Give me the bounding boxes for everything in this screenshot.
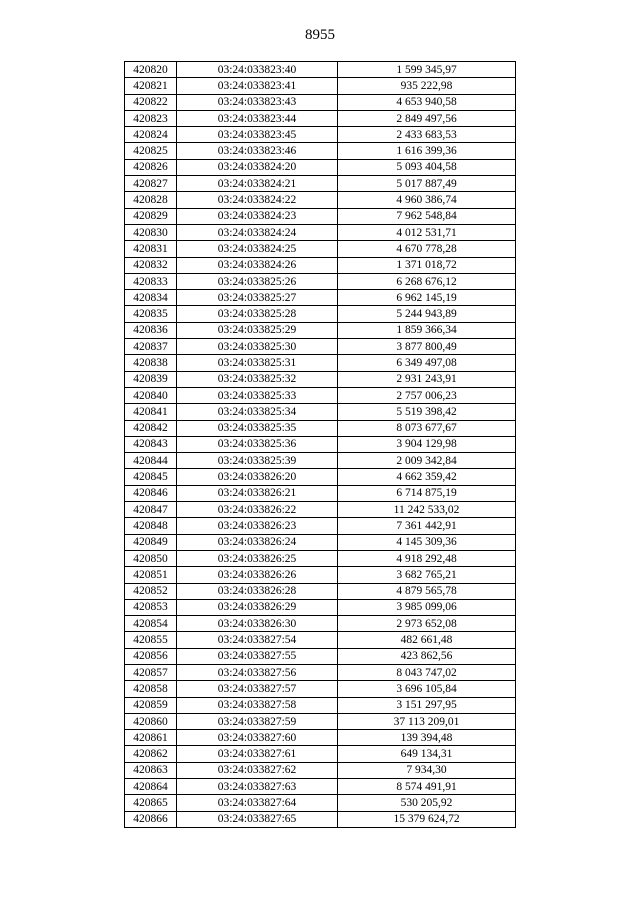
cadastral-value-cell: 3 682 765,21 (338, 567, 516, 583)
row-number-cell: 420821 (125, 78, 177, 94)
row-number-cell: 420859 (125, 697, 177, 713)
cadastral-number-cell: 03:24:033823:44 (177, 110, 338, 126)
cadastral-value-cell: 6 962 145,19 (338, 290, 516, 306)
row-number-cell: 420848 (125, 518, 177, 534)
row-number-cell: 420824 (125, 127, 177, 143)
cadastral-value-cell: 2 973 652,08 (338, 616, 516, 632)
table-row (125, 616, 516, 632)
row-number-cell: 420827 (125, 176, 177, 192)
cadastral-value-cell: 6 714 875,19 (338, 485, 516, 501)
cadastral-number-cell: 03:24:033824:20 (177, 159, 338, 175)
row-number-cell: 420866 (125, 811, 177, 827)
row-number-cell: 420834 (125, 290, 177, 306)
cadastral-number-cell: 03:24:033826:28 (177, 583, 338, 599)
table-row (125, 502, 516, 518)
table-row (125, 62, 516, 78)
row-number-cell: 420841 (125, 404, 177, 420)
table-row (125, 453, 516, 469)
cadastral-value-cell: 1 599 345,97 (338, 62, 516, 78)
table-row (125, 762, 516, 778)
cadastral-number-cell: 03:24:033827:54 (177, 632, 338, 648)
table-row (125, 110, 516, 126)
cadastral-number-cell: 03:24:033827:55 (177, 648, 338, 664)
table-row (125, 241, 516, 257)
table-row (125, 436, 516, 452)
row-number-cell: 420853 (125, 599, 177, 615)
cadastral-value-cell: 11 242 533,02 (338, 502, 516, 518)
cadastral-number-cell: 03:24:033826:29 (177, 599, 338, 615)
row-number-cell: 420832 (125, 257, 177, 273)
table-row (125, 534, 516, 550)
cadastral-number-cell: 03:24:033823:43 (177, 94, 338, 110)
table-row (125, 208, 516, 224)
cadastral-number-cell: 03:24:033827:62 (177, 762, 338, 778)
row-number-cell: 420833 (125, 273, 177, 289)
cadastral-number-cell: 03:24:033827:59 (177, 713, 338, 729)
row-number-cell: 420858 (125, 681, 177, 697)
cadastral-number-cell: 03:24:033825:34 (177, 404, 338, 420)
table-row (125, 632, 516, 648)
cadastral-value-cell: 4 960 386,74 (338, 192, 516, 208)
cadastral-value-cell: 7 361 442,91 (338, 518, 516, 534)
cadastral-number-cell: 03:24:033824:25 (177, 241, 338, 257)
row-number-cell: 420865 (125, 795, 177, 811)
row-number-cell: 420828 (125, 192, 177, 208)
cadastral-number-cell: 03:24:033826:21 (177, 485, 338, 501)
row-number-cell: 420846 (125, 485, 177, 501)
table-row (125, 599, 516, 615)
table-row (125, 469, 516, 485)
cadastral-number-cell: 03:24:033825:26 (177, 273, 338, 289)
cadastral-number-cell: 03:24:033824:24 (177, 224, 338, 240)
row-number-cell: 420850 (125, 550, 177, 566)
cadastral-value-cell: 935 222,98 (338, 78, 516, 94)
cadastral-number-cell: 03:24:033824:22 (177, 192, 338, 208)
cadastral-value-table (124, 61, 516, 828)
cadastral-number-cell: 03:24:033823:40 (177, 62, 338, 78)
cadastral-value-cell: 1 616 399,36 (338, 143, 516, 159)
table-row (125, 387, 516, 403)
cadastral-value-cell: 5 244 943,89 (338, 306, 516, 322)
cadastral-number-cell: 03:24:033825:27 (177, 290, 338, 306)
cadastral-value-cell: 1 371 018,72 (338, 257, 516, 273)
table-row (125, 795, 516, 811)
cadastral-number-cell: 03:24:033827:61 (177, 746, 338, 762)
cadastral-value-cell: 2 433 683,53 (338, 127, 516, 143)
row-number-cell: 420855 (125, 632, 177, 648)
cadastral-number-cell: 03:24:033825:29 (177, 322, 338, 338)
row-number-cell: 420836 (125, 322, 177, 338)
table-row (125, 355, 516, 371)
row-number-cell: 420840 (125, 387, 177, 403)
row-number-cell: 420844 (125, 453, 177, 469)
cadastral-number-cell: 03:24:033826:30 (177, 616, 338, 632)
table-row (125, 143, 516, 159)
cadastral-value-cell: 4 662 359,42 (338, 469, 516, 485)
cadastral-number-cell: 03:24:033825:32 (177, 371, 338, 387)
cadastral-value-cell: 139 394,48 (338, 730, 516, 746)
row-number-cell: 420863 (125, 762, 177, 778)
row-number-cell: 420835 (125, 306, 177, 322)
cadastral-value-cell: 2 009 342,84 (338, 453, 516, 469)
table-row (125, 192, 516, 208)
cadastral-value-cell: 423 862,56 (338, 648, 516, 664)
cadastral-number-cell: 03:24:033827:60 (177, 730, 338, 746)
row-number-cell: 420820 (125, 62, 177, 78)
cadastral-value-cell: 15 379 624,72 (338, 811, 516, 827)
table-row (125, 648, 516, 664)
cadastral-number-cell: 03:24:033823:45 (177, 127, 338, 143)
row-number-cell: 420831 (125, 241, 177, 257)
cadastral-value-cell: 3 904 129,98 (338, 436, 516, 452)
table-row (125, 176, 516, 192)
table-row (125, 567, 516, 583)
cadastral-number-cell: 03:24:033825:35 (177, 420, 338, 436)
table-row (125, 322, 516, 338)
row-number-cell: 420847 (125, 502, 177, 518)
row-number-cell: 420849 (125, 534, 177, 550)
cadastral-number-cell: 03:24:033826:23 (177, 518, 338, 534)
row-number-cell: 420837 (125, 339, 177, 355)
row-number-cell: 420830 (125, 224, 177, 240)
table-row (125, 257, 516, 273)
table-body (125, 62, 516, 828)
cadastral-number-cell: 03:24:033823:46 (177, 143, 338, 159)
cadastral-value-cell: 3 151 297,95 (338, 697, 516, 713)
row-number-cell: 420860 (125, 713, 177, 729)
cadastral-value-cell: 7 934,30 (338, 762, 516, 778)
table-row (125, 697, 516, 713)
cadastral-number-cell: 03:24:033827:57 (177, 681, 338, 697)
table-row (125, 779, 516, 795)
cadastral-number-cell: 03:24:033826:20 (177, 469, 338, 485)
cadastral-number-cell: 03:24:033825:31 (177, 355, 338, 371)
table-row (125, 746, 516, 762)
cadastral-number-cell: 03:24:033826:24 (177, 534, 338, 550)
cadastral-value-cell: 2 849 497,56 (338, 110, 516, 126)
cadastral-number-cell: 03:24:033825:39 (177, 453, 338, 469)
table-row (125, 730, 516, 746)
row-number-cell: 420857 (125, 664, 177, 680)
cadastral-number-cell: 03:24:033825:30 (177, 339, 338, 355)
cadastral-value-cell: 4 145 309,36 (338, 534, 516, 550)
row-number-cell: 420829 (125, 208, 177, 224)
page-number: 8955 (305, 27, 335, 43)
cadastral-value-cell: 4 012 531,71 (338, 224, 516, 240)
cadastral-value-cell: 482 661,48 (338, 632, 516, 648)
row-number-cell: 420822 (125, 94, 177, 110)
row-number-cell: 420826 (125, 159, 177, 175)
cadastral-number-cell: 03:24:033824:23 (177, 208, 338, 224)
cadastral-value-cell: 530 205,92 (338, 795, 516, 811)
table-row (125, 339, 516, 355)
row-number-cell: 420861 (125, 730, 177, 746)
cadastral-value-cell: 2 757 006,23 (338, 387, 516, 403)
row-number-cell: 420843 (125, 436, 177, 452)
cadastral-number-cell: 03:24:033824:26 (177, 257, 338, 273)
row-number-cell: 420838 (125, 355, 177, 371)
cadastral-number-cell: 03:24:033825:28 (177, 306, 338, 322)
row-number-cell: 420862 (125, 746, 177, 762)
cadastral-value-cell: 3 985 099,06 (338, 599, 516, 615)
row-number-cell: 420825 (125, 143, 177, 159)
table-row (125, 583, 516, 599)
table-row (125, 681, 516, 697)
cadastral-value-cell: 37 113 209,01 (338, 713, 516, 729)
table-row (125, 550, 516, 566)
cadastral-value-cell: 8 574 491,91 (338, 779, 516, 795)
cadastral-value-cell: 5 519 398,42 (338, 404, 516, 420)
table-row (125, 78, 516, 94)
table-row (125, 371, 516, 387)
cadastral-value-cell: 2 931 243,91 (338, 371, 516, 387)
table-row (125, 713, 516, 729)
table-row (125, 485, 516, 501)
cadastral-number-cell: 03:24:033825:33 (177, 387, 338, 403)
table-row (125, 404, 516, 420)
cadastral-value-cell: 6 268 676,12 (338, 273, 516, 289)
cadastral-value-cell: 4 918 292,48 (338, 550, 516, 566)
cadastral-number-cell: 03:24:033827:64 (177, 795, 338, 811)
cadastral-number-cell: 03:24:033827:65 (177, 811, 338, 827)
cadastral-value-cell: 5 017 887,49 (338, 176, 516, 192)
table-row (125, 664, 516, 680)
cadastral-number-cell: 03:24:033827:56 (177, 664, 338, 680)
cadastral-number-cell: 03:24:033826:26 (177, 567, 338, 583)
cadastral-value-cell: 4 879 565,78 (338, 583, 516, 599)
table-row (125, 273, 516, 289)
table-row (125, 306, 516, 322)
row-number-cell: 420851 (125, 567, 177, 583)
table-row (125, 94, 516, 110)
cadastral-value-cell: 3 696 105,84 (338, 681, 516, 697)
cadastral-value-cell: 6 349 497,08 (338, 355, 516, 371)
cadastral-value-cell: 5 093 404,58 (338, 159, 516, 175)
row-number-cell: 420842 (125, 420, 177, 436)
cadastral-value-cell: 4 653 940,58 (338, 94, 516, 110)
cadastral-number-cell: 03:24:033823:41 (177, 78, 338, 94)
cadastral-value-cell: 7 962 548,84 (338, 208, 516, 224)
table-row (125, 420, 516, 436)
cadastral-number-cell: 03:24:033826:25 (177, 550, 338, 566)
row-number-cell: 420854 (125, 616, 177, 632)
cadastral-number-cell: 03:24:033826:22 (177, 502, 338, 518)
cadastral-value-cell: 4 670 778,28 (338, 241, 516, 257)
table-row (125, 127, 516, 143)
cadastral-value-cell: 8 043 747,02 (338, 664, 516, 680)
row-number-cell: 420845 (125, 469, 177, 485)
row-number-cell: 420856 (125, 648, 177, 664)
cadastral-number-cell: 03:24:033827:63 (177, 779, 338, 795)
row-number-cell: 420839 (125, 371, 177, 387)
cadastral-value-cell: 3 877 800,49 (338, 339, 516, 355)
cadastral-number-cell: 03:24:033825:36 (177, 436, 338, 452)
table-row (125, 811, 516, 827)
table-row (125, 290, 516, 306)
table-row (125, 518, 516, 534)
row-number-cell: 420852 (125, 583, 177, 599)
row-number-cell: 420823 (125, 110, 177, 126)
table-row (125, 224, 516, 240)
table-row (125, 159, 516, 175)
cadastral-value-cell: 649 134,31 (338, 746, 516, 762)
cadastral-number-cell: 03:24:033824:21 (177, 176, 338, 192)
cadastral-number-cell: 03:24:033827:58 (177, 697, 338, 713)
cadastral-value-cell: 8 073 677,67 (338, 420, 516, 436)
cadastral-value-cell: 1 859 366,34 (338, 322, 516, 338)
row-number-cell: 420864 (125, 779, 177, 795)
